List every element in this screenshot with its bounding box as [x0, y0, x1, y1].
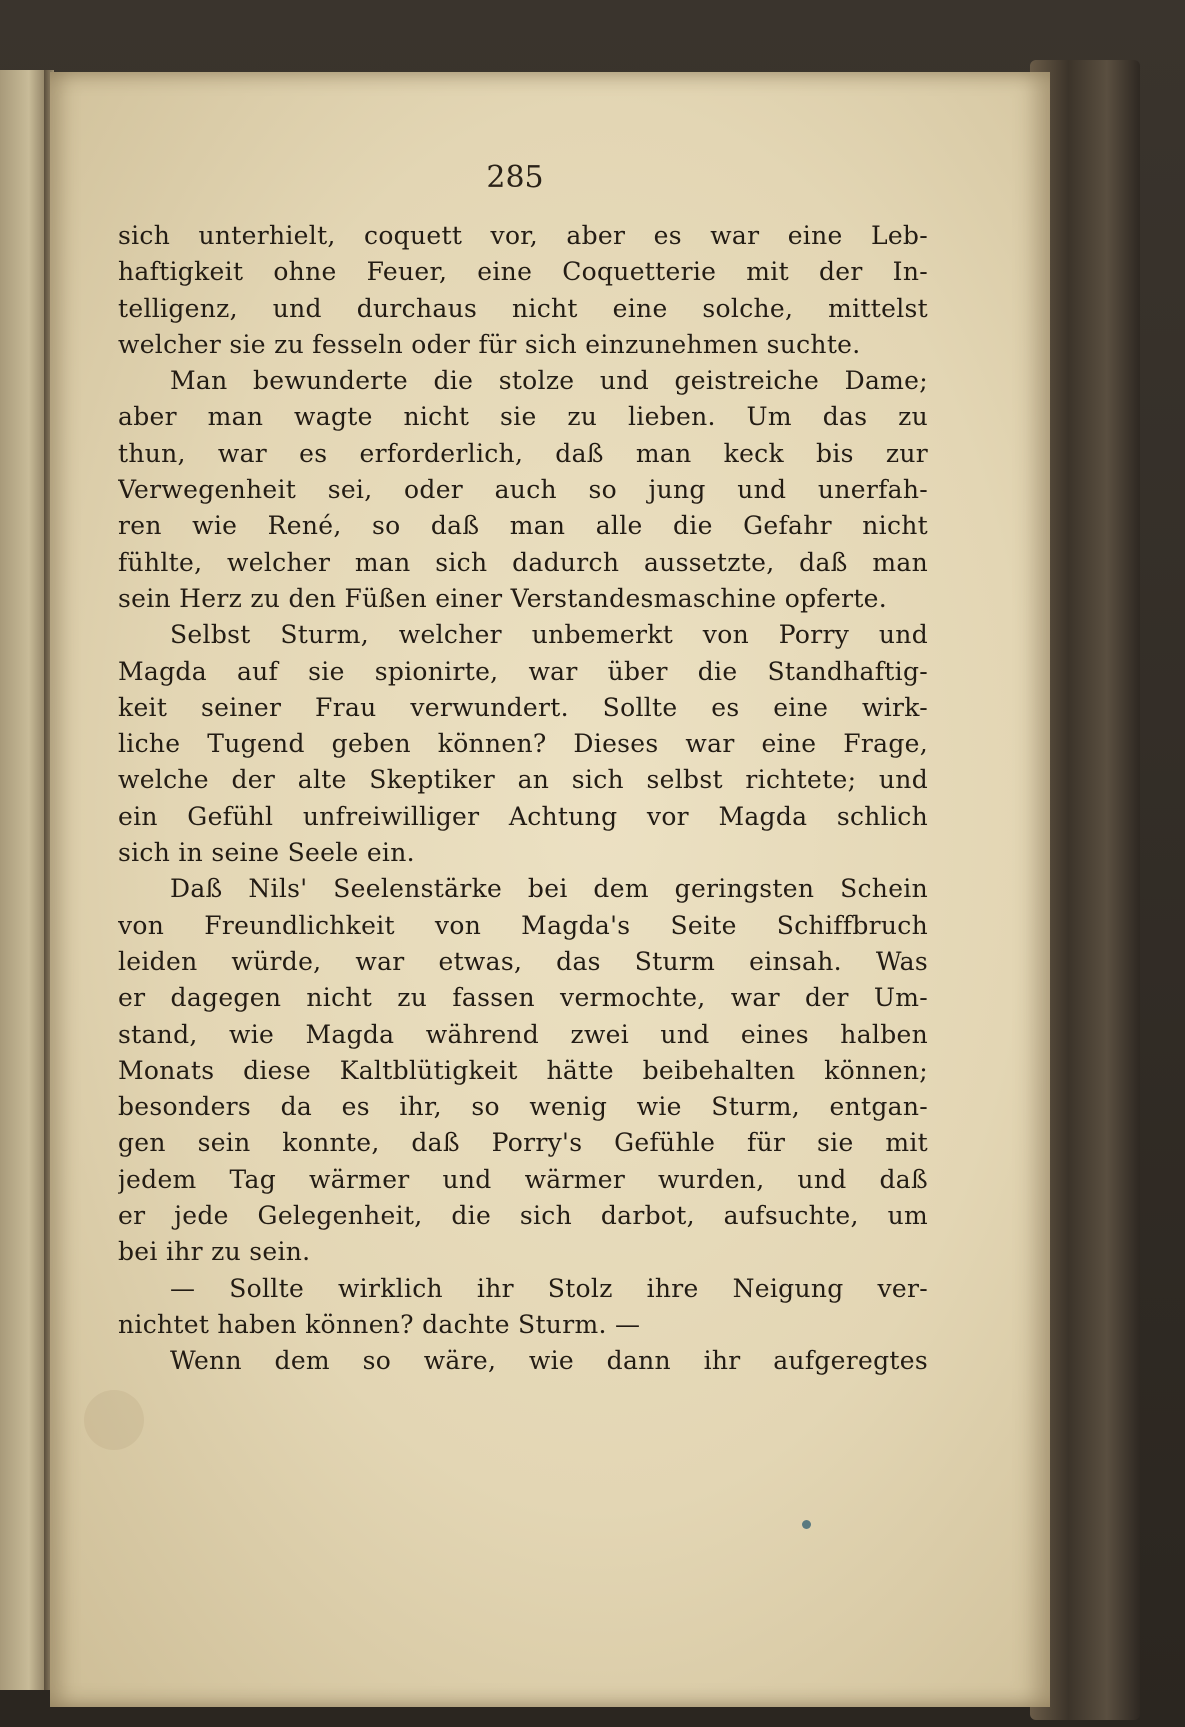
text-line: leiden würde, war etwas, das Sturm einsah. Was: [118, 946, 928, 976]
ink-speck: [802, 1520, 811, 1529]
text-line: er jede Gelegenheit, die sich darbot, aufsuchte, um: [118, 1201, 928, 1231]
body-text: [118, 218, 928, 1380]
text-line: ein Gefühl unfreiwilliger Achtung vor Magda schlich: [118, 801, 928, 831]
text-line: gen sein konnte, daß Porry's Gefühle für sie mit: [118, 1128, 928, 1158]
text-line: sich in seine Seele ein.: [118, 838, 415, 868]
text-line: Magda auf sie spionirte, war über die Standhaftig-: [118, 656, 928, 686]
text-line: Man bewunderte die stolze und geistreiche Dame;: [170, 366, 928, 396]
text-line: Verwegenheit sei, oder auch so jung und unerfah-: [118, 475, 928, 505]
paper-stain: [84, 1390, 144, 1450]
text-line: — Sollte wirklich ihr Stolz ihre Neigung ver-: [170, 1273, 928, 1303]
text-line: sich unterhielt, coquett vor, aber es war eine Leb-: [118, 221, 928, 250]
text-line: liche Tugend geben können? Dieses war eine Frage,: [118, 729, 928, 759]
text-line: Monats diese Kaltblütigkeit hätte beibehalten können;: [118, 1055, 928, 1085]
text-line: welcher sie zu fesseln oder für sich einzunehmen suchte.: [118, 329, 861, 359]
text-line: keit seiner Frau verwundert. Sollte es eine wirk-: [118, 692, 928, 722]
text-line: welche der alte Skeptiker an sich selbst richtete; und: [118, 765, 928, 795]
text-line: haftigkeit ohne Feuer, eine Coquetterie mit der In-: [118, 257, 928, 287]
text-line: stand, wie Magda während zwei und eines halben: [118, 1019, 928, 1049]
page-number: 285: [486, 160, 544, 195]
text-line: bei ihr zu sein.: [118, 1237, 311, 1267]
text-line: besonders da es ihr, so wenig wie Sturm, entgan-: [118, 1092, 928, 1122]
text-line: sein Herz zu den Füßen einer Verstandesmaschine opferte.: [118, 583, 888, 613]
text-line: Selbst Sturm, welcher unbemerkt von Porry und: [170, 620, 928, 650]
text-line: aber man wagte nicht sie zu lieben. Um das zu: [118, 402, 928, 432]
text-line: ren wie René, so daß man alle die Gefahr nicht: [118, 511, 928, 541]
text-line: Daß Nils' Seelenstärke bei dem geringsten Schein: [170, 874, 928, 904]
text-line: von Freundlichkeit von Magda's Seite Schiffbruch: [118, 910, 928, 940]
text-line: thun, war es erforderlich, daß man keck bis zur: [118, 438, 928, 468]
text-line: er dagegen nicht zu fassen vermochte, war der Um-: [118, 983, 928, 1013]
text-line: jedem Tag wärmer und wärmer wurden, und daß: [118, 1164, 928, 1194]
text-line: fühlte, welcher man sich dadurch aussetzte, daß man: [118, 547, 928, 577]
text-line: nichtet haben können? dachte Sturm. —: [118, 1309, 641, 1339]
text-line: Wenn dem so wäre, wie dann ihr aufgeregtes: [170, 1346, 928, 1376]
text-line: telligenz, und durchaus nicht eine solche, mittelst: [118, 293, 928, 323]
facing-page-edge: [0, 70, 48, 1690]
